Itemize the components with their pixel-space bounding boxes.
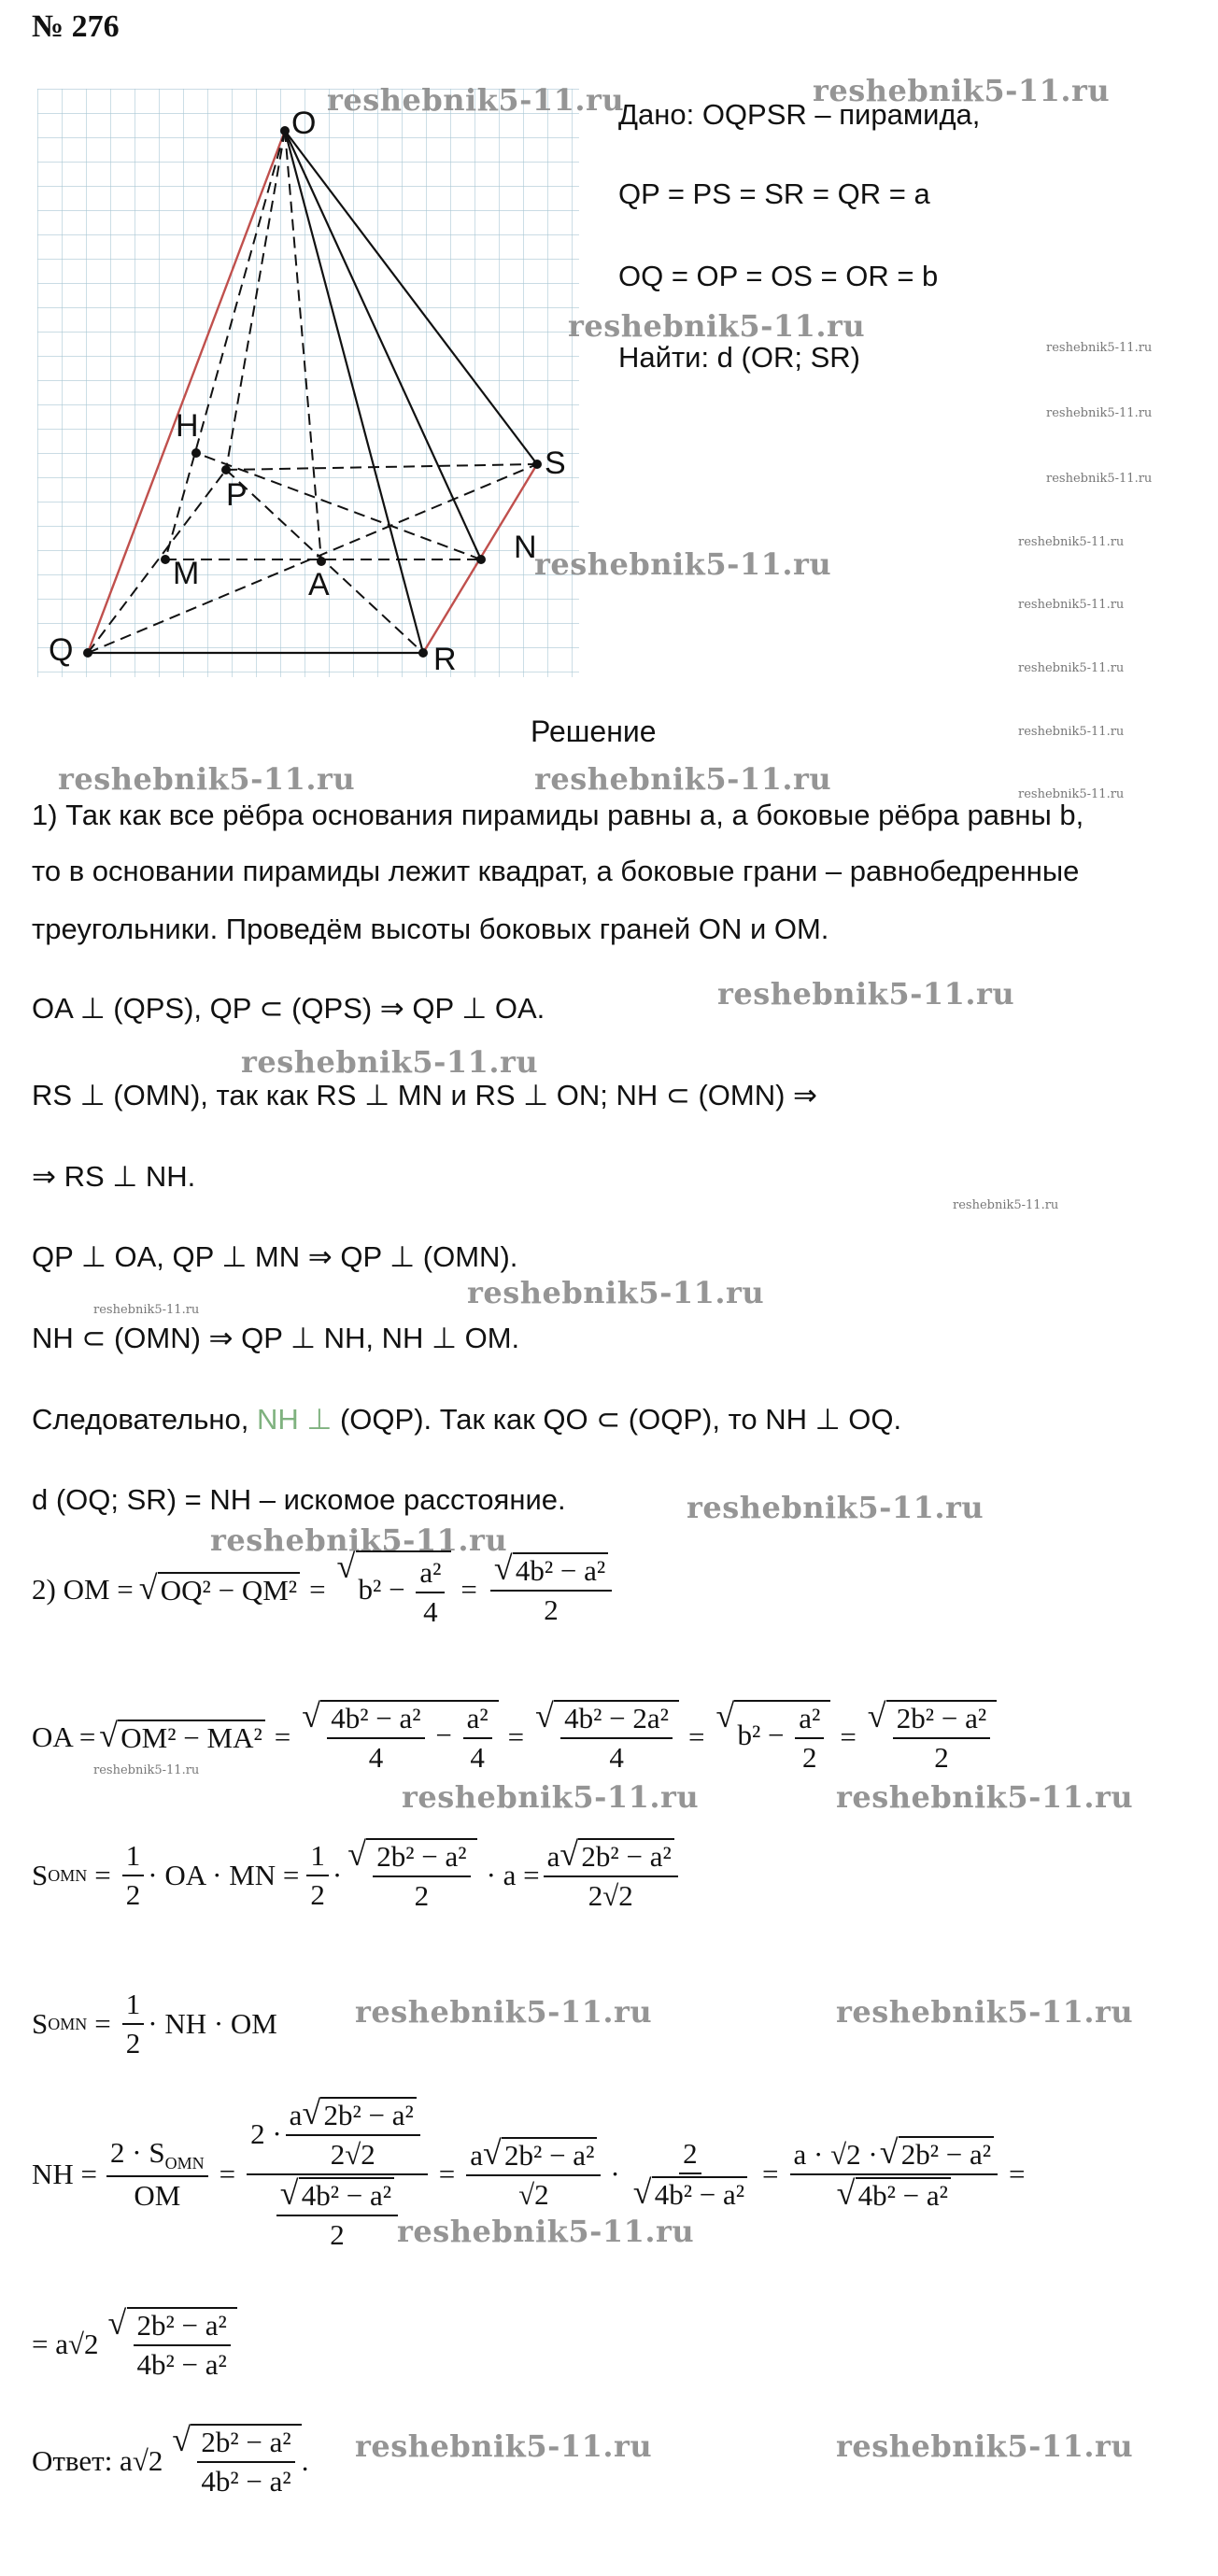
point-S — [532, 460, 542, 469]
formula-result: = a√2 √ $\frac{\text{2b² − a²}}{\text{4b² − a²}}$ — [32, 2307, 237, 2382]
pyramid-figure — [37, 89, 579, 677]
watermark: reshebnik5-11.ru — [402, 1779, 700, 1815]
point-N — [476, 555, 486, 564]
label-Q: Q — [49, 632, 74, 668]
watermark: reshebnik5-11.ru — [534, 761, 832, 797]
label-S: S — [545, 446, 566, 481]
watermark-small: reshebnik5-11.ru — [1018, 535, 1125, 549]
formula-somn-2: S OMN = $\frac{1}{2}$ · NH · OM — [32, 1988, 277, 2059]
label-H: H — [176, 408, 199, 444]
solution-heading: Решение — [531, 715, 657, 748]
watermark: reshebnik5-11.ru — [355, 2428, 653, 2464]
label-O: O — [291, 106, 317, 141]
given-line-3: OQ = OP = OS = OR = b — [618, 260, 939, 292]
watermark: reshebnik5-11.ru — [397, 2214, 695, 2249]
formula-somn-1: S OMN = $\frac{1}{2}$ · OA · MN = $\frac{1}{2}$ · √ $\frac{\text{2b² − a²}}{2}$ · a = $\frac{\text{a√ 2b² − a²}}{2√2}$ — [32, 1838, 682, 1913]
label-P: P — [226, 477, 248, 513]
statement-7: d (OQ; SR) = NH – искомое расстояние. — [32, 1483, 566, 1516]
problem-number: № 276 — [32, 9, 120, 44]
watermark: reshebnik5-11.ru — [355, 1994, 653, 2030]
statement-5: NH ⊂ (OMN) ⇒ QP ⊥ NH, NH ⊥ OM. — [32, 1322, 520, 1354]
label-N: N — [514, 530, 537, 565]
watermark: reshebnik5-11.ru — [836, 2428, 1134, 2464]
watermark-small: reshebnik5-11.ru — [953, 1198, 1059, 1212]
watermark: reshebnik5-11.ru — [210, 1522, 508, 1558]
paragraph-2: то в основании пирамиды лежит квадрат, а боковые грани – равнобедренные — [32, 855, 1080, 887]
statement-6-start: Следовательно, — [32, 1403, 249, 1436]
paragraph-3: треугольники. Проведём высоты боковых граней ON и OM. — [32, 913, 829, 945]
given-line-2: QP = PS = SR = QR = a — [618, 177, 930, 210]
point-O — [280, 126, 290, 135]
given-line-1: Дано: OQPSR – пирамида, — [618, 98, 981, 131]
formula-nh: NH = $\frac{2 \cdot S_{OMN}}{OM}$ = 2 · $\frac{\text{a√ 2b² − a²}}{2√2}$ √ $\frac{\text{4b² − a²}}{2}$ = $\frac{\text{a√ 2b² − a²}}{√2}$ · 2 √ 4b² − a² = a · √2 ·√ 2b² − a² √ 4b² − a² = — [32, 2097, 1026, 2252]
watermark: reshebnik5-11.ru — [467, 1275, 765, 1310]
label-M: M — [173, 556, 200, 591]
label-R: R — [433, 642, 457, 677]
statement-4: QP ⊥ OA, QP ⊥ MN ⇒ QP ⊥ (OMN). — [32, 1240, 518, 1273]
watermark: reshebnik5-11.ru — [836, 1779, 1134, 1815]
watermark-small: reshebnik5-11.ru — [93, 1303, 200, 1317]
watermark-small: reshebnik5-11.ru — [1018, 787, 1125, 801]
formula-oa: OA = √ OM² − MA² = √ $\frac{\text{4b² − a²}}{4}$ − $\frac{\text{a²}}{4}$ = √ $\frac{\text{4b² − 2a²}}{4}$ = √ b² − $\frac{\text{a²}}{2}$ = √ $\frac{\text{2b² − a²}}{2}$ — [32, 1700, 997, 1775]
watermark: reshebnik5-11.ru — [813, 73, 1111, 108]
watermark: reshebnik5-11.ru — [58, 761, 356, 797]
watermark-small: reshebnik5-11.ru — [1018, 598, 1125, 612]
point-P — [221, 465, 231, 474]
watermark-small: reshebnik5-11.ru — [1018, 661, 1125, 675]
point-M — [161, 555, 170, 564]
point-R — [418, 648, 428, 658]
watermark-small: reshebnik5-11.ru — [1046, 472, 1153, 486]
watermark: reshebnik5-11.ru — [534, 546, 832, 582]
watermark: reshebnik5-11.ru — [717, 976, 1015, 1012]
watermark: reshebnik5-11.ru — [836, 1994, 1134, 2030]
watermark-small: reshebnik5-11.ru — [1046, 406, 1153, 420]
watermark: reshebnik5-11.ru — [568, 308, 866, 344]
statement-2: RS ⊥ (OMN), так как RS ⊥ MN и RS ⊥ ON; NH ⊂ (OMN) ⇒ — [32, 1079, 818, 1111]
watermark: reshebnik5-11.ru — [327, 82, 625, 118]
find-line: Найти: d (OR; SR) — [618, 341, 860, 374]
statement-1: OA ⊥ (QPS), QP ⊂ (QPS) ⇒ QP ⊥ OA. — [32, 992, 545, 1025]
watermark: reshebnik5-11.ru — [241, 1044, 539, 1080]
statement-6 — [32, 1403, 901, 1437]
watermark: reshebnik5-11.ru — [687, 1490, 984, 1525]
answer: Ответ: a√2 √ $\frac{\text{2b² − a²}}{\text{4b² − a²}}$ . — [32, 2424, 308, 2498]
watermark-small: reshebnik5-11.ru — [1046, 341, 1153, 355]
point-H — [191, 448, 201, 458]
point-Q — [83, 648, 92, 658]
formula-om: 2) OM = √ OQ² − QM² = √ b² − $\frac{\text{a²}}{4}$ = √ $\frac{\text{4b² − a²}}{2}$ — [32, 1550, 616, 1629]
watermark-small: reshebnik5-11.ru — [1018, 725, 1125, 739]
statement-6-highlight: NH ⊥ — [256, 1403, 333, 1436]
statement-3: ⇒ RS ⊥ NH. — [32, 1160, 196, 1193]
label-A: A — [308, 567, 330, 602]
point-A — [317, 557, 326, 566]
paragraph-1: 1) Так как все рёбра основания пирамиды равны a, а боковые рёбра равны b, — [32, 799, 1084, 831]
watermark-small: reshebnik5-11.ru — [93, 1763, 200, 1777]
statement-6-end: (OQP). Так как QO ⊂ (OQP), то NH ⊥ OQ. — [339, 1403, 902, 1436]
